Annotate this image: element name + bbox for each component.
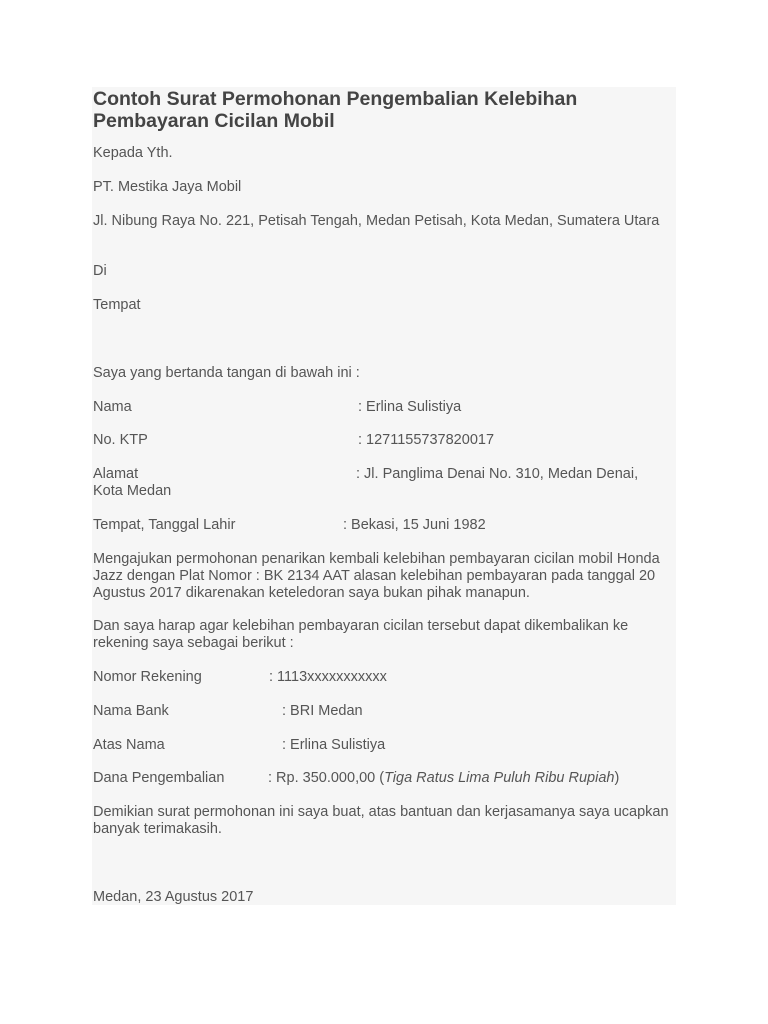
dana-amount-in-words: Tiga Ratus Lima Puluh Ribu Rupiah (384, 770, 615, 786)
dana-amount-close: ) (614, 770, 620, 786)
bank-name-label: Nama Bank (93, 703, 169, 719)
recipient-company: PT. Mestika Jaya Mobil (93, 179, 242, 195)
recipient-di: Di (93, 263, 107, 279)
bank-name-value: : BRI Medan (282, 703, 363, 719)
ktp-label: No. KTP (93, 432, 148, 448)
nama-value: : Erlina Sulistiya (358, 399, 462, 415)
intro-text: Saya yang bertanda tangan di bawah ini : (93, 365, 360, 381)
recipient-tempat: Tempat (93, 297, 141, 313)
rekening-label: Nomor Rekening (93, 669, 202, 685)
recipient-address: Jl. Nibung Raya No. 221, Petisah Tengah, Medan Petisah, Kota Medan, Sumatera Utara (93, 213, 660, 229)
dana-amount: : Rp. 350.000,00 ( (268, 770, 385, 786)
ttl-value: : Bekasi, 15 Juni 1982 (343, 517, 486, 533)
alamat-label: Alamat (93, 466, 139, 482)
ttl-label: Tempat, Tanggal Lahir (93, 517, 236, 533)
place-date: Medan, 23 Agustus 2017 (93, 889, 254, 905)
atas-nama-value: : Erlina Sulistiya (282, 737, 386, 753)
nama-label: Nama (93, 399, 132, 415)
rekening-value: : 1113xxxxxxxxxxx (269, 669, 387, 685)
hope-paragraph: Dan saya harap agar kelebihan pembayaran cicilan tersebut dapat dikembalikan ke rekening saya sebagai berikut : (93, 618, 633, 651)
document-title: Contoh Surat Permohonan Pengembalian Kelebihan Pembayaran Cicilan Mobil (93, 88, 578, 132)
dana-value (268, 770, 619, 787)
atas-nama-label: Atas Nama (93, 737, 165, 753)
recipient-greeting: Kepada Yth. (93, 145, 173, 161)
request-paragraph: Mengajukan permohonan penarikan kembali kelebihan pembayaran cicilan mobil Honda Jazz dengan Plat Nomor : BK 2134 AAT alasan kelebihan pembayaran pada tanggal 20 Agustus 2017 dikarenakan keteledoran saya bukan pihak manapun. (93, 551, 664, 601)
ktp-value: : 1271155737820017 (358, 432, 495, 448)
dana-label: Dana Pengembalian (93, 770, 225, 786)
alamat-value: : Jl. Panglima Denai No. 310, Medan Denai, (356, 466, 639, 482)
closing-paragraph: Demikian surat permohonan ini saya buat, atas bantuan dan kerjasamanya saya ucapkan banyak terimakasih. (93, 804, 673, 837)
alamat-value-continued: Kota Medan (93, 483, 172, 499)
